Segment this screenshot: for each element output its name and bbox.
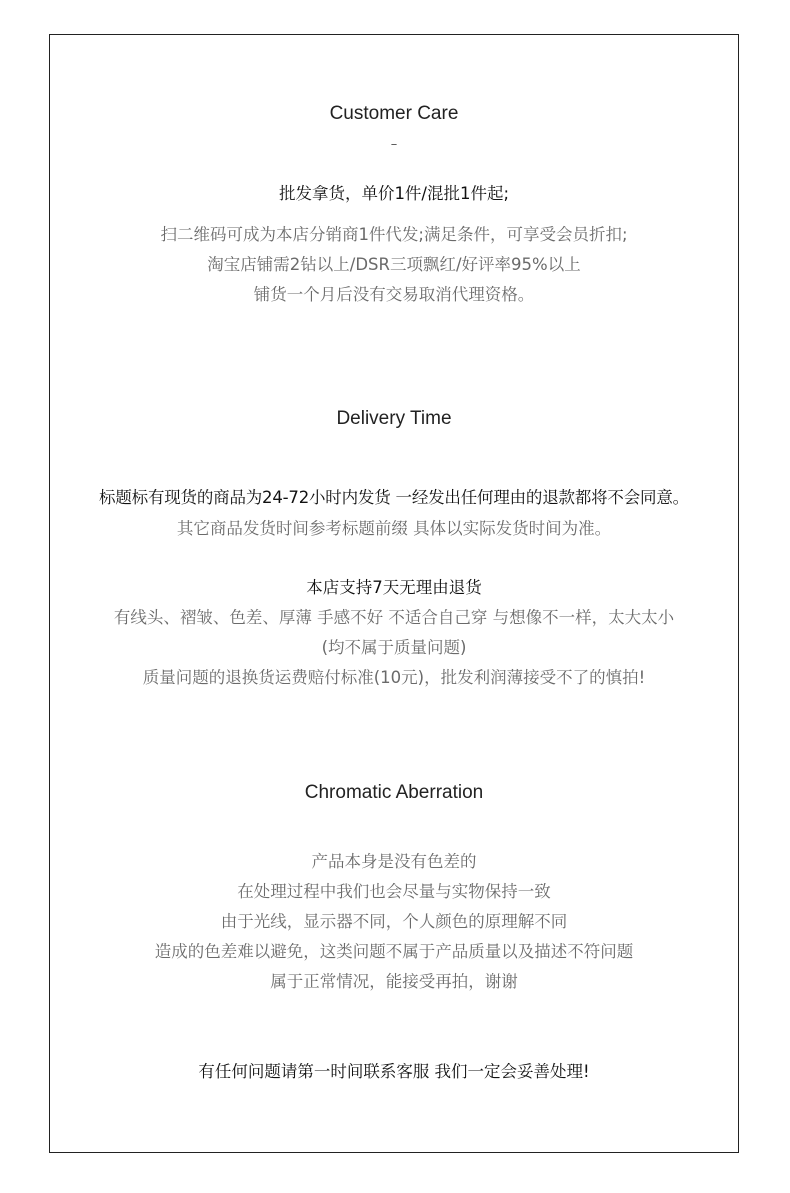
delivery-time-heading: Delivery Time — [336, 408, 452, 429]
return-policy-line: 质量问题的退换货运费赔付标准(10元)，批发利润薄接受不了的慎拍! — [142, 668, 646, 687]
customer-care-line: 铺货一个月后没有交易取消代理资格。 — [253, 285, 535, 304]
customer-care-line: 淘宝店铺需2钻以上/DSR三项飘红/好评率95%以上 — [207, 255, 581, 274]
delivery-note: 其它商品发货时间参考标题前缀 具体以实际发货时间为准。 — [176, 519, 612, 538]
customer-care-heading: Customer Care — [329, 103, 459, 124]
chromatic-line: 在处理过程中我们也会尽量与实物保持一致 — [237, 882, 551, 901]
chromatic-line: 产品本身是没有色差的 — [311, 852, 477, 871]
policy-frame — [49, 34, 739, 1153]
customer-care-line: 扫二维码可成为本店分销商1件代发;满足条件，可享受会员折扣; — [160, 225, 628, 244]
chromatic-aberration-heading: Chromatic Aberration — [304, 782, 484, 803]
delivery-notice: 标题标有现货的商品为24-72小时内发货 一经发出任何理由的退款都将不会同意。 — [99, 488, 689, 507]
return-policy-line: (均不属于质量问题) — [321, 638, 467, 657]
chromatic-line: 属于正常情况，能接受再拍，谢谢 — [270, 972, 518, 991]
chromatic-line: 由于光线，显示器不同，个人颜色的原理解不同 — [220, 912, 568, 931]
return-policy-line: 有线头、褶皱、色差、厚薄 手感不好 不适合自己穿 与想像不一样，太大太小 — [113, 608, 675, 627]
return-policy-title: 本店支持7天无理由退货 — [306, 578, 482, 597]
customer-care-divider: – — [390, 137, 398, 152]
contact-note: 有任何问题请第一时间联系客服 我们一定会妥善处理! — [198, 1062, 590, 1081]
chromatic-line: 造成的色差难以避免，这类问题不属于产品质量以及描述不符问题 — [154, 942, 634, 961]
customer-care-subtitle: 批发拿货，单价1件/混批1件起; — [278, 184, 510, 203]
